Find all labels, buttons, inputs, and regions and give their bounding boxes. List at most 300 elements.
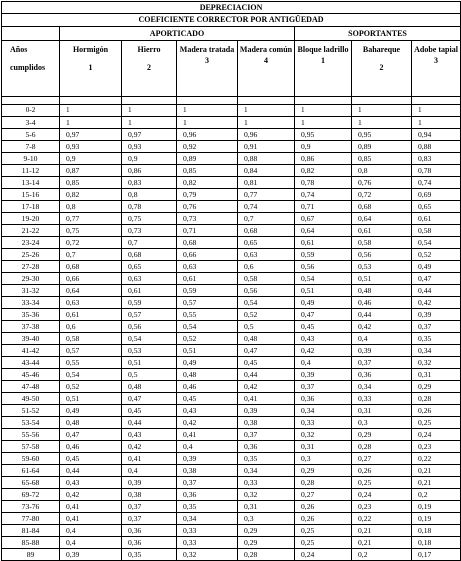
cell-bahareque: 0,48: [352, 285, 412, 297]
cell-madera-tratada: 0,89: [177, 153, 238, 165]
cell-bahareque: 0,34: [352, 381, 412, 393]
cell-bloque-ladrillo: 0,59: [295, 249, 352, 261]
cell-madera-comun: 0,54: [238, 297, 295, 309]
cell-madera-comun: 1: [238, 117, 295, 129]
table-row: [2, 501, 461, 513]
spacer-cell: [2, 97, 60, 105]
cell-bloque-ladrillo: 0,54: [295, 273, 352, 285]
cell-bahareque: 1: [352, 105, 412, 117]
table-row: [2, 273, 461, 285]
table-row: [2, 297, 461, 309]
cell-bloque-ladrillo: 1: [295, 105, 352, 117]
cell-anos-cumplidos: 89: [2, 549, 60, 561]
table-row: [2, 525, 461, 537]
cell-anos-cumplidos: 37-38: [2, 321, 60, 333]
cell-hierro: 0,59: [122, 297, 177, 309]
cell-adobe-tapial: 0,94: [412, 129, 461, 141]
cell-bloque-ladrillo: 0,45: [295, 321, 352, 333]
table-row: [2, 357, 461, 369]
cell-bahareque: 0,28: [352, 441, 412, 453]
cell-hormigon: 0,48: [60, 417, 122, 429]
column-header-anos-label: Años: [10, 45, 28, 54]
cell-hormigon: 0,47: [60, 429, 122, 441]
cell-bloque-ladrillo: 0,49: [295, 297, 352, 309]
cell-bloque-ladrillo: 0,3: [295, 453, 352, 465]
cell-bahareque: 0,44: [352, 309, 412, 321]
cell-anos-cumplidos: 57-58: [2, 441, 60, 453]
cell-madera-tratada: 0,37: [177, 477, 238, 489]
cell-hormigon: 0,66: [60, 273, 122, 285]
cell-adobe-tapial: 0,29: [412, 381, 461, 393]
cell-adobe-tapial: 0,17: [412, 549, 461, 561]
cell-madera-comun: 0,31: [238, 501, 295, 513]
cell-adobe-tapial: 0,21: [412, 465, 461, 477]
cell-madera-tratada: 0,92: [177, 141, 238, 153]
column-header-madera-tratada-number: 3: [205, 56, 209, 65]
cell-adobe-tapial: 0,44: [412, 285, 461, 297]
cell-hierro: 0,36: [122, 537, 177, 549]
cell-anos-cumplidos: 0-2: [2, 105, 60, 117]
column-header-anos-sublabel: cumplidos: [10, 63, 46, 72]
cell-hormigon: 0,61: [60, 309, 122, 321]
cell-hierro: 0,45: [122, 405, 177, 417]
cell-hierro: 0,44: [122, 417, 177, 429]
spacer-cell: [60, 97, 122, 105]
cell-hormigon: 0,39: [60, 549, 122, 561]
cell-madera-comun: 0,36: [238, 441, 295, 453]
cell-madera-comun: 1: [238, 105, 295, 117]
cell-anos-cumplidos: 69-72: [2, 489, 60, 501]
table-row: [2, 513, 461, 525]
cell-hierro: 0,38: [122, 489, 177, 501]
cell-madera-tratada: 0,52: [177, 333, 238, 345]
cell-anos-cumplidos: 19-20: [2, 213, 60, 225]
cell-hierro: 0,73: [122, 225, 177, 237]
cell-madera-comun: 0,65: [238, 237, 295, 249]
cell-anos-cumplidos: 41-42: [2, 345, 60, 357]
table-row: [2, 537, 461, 549]
cell-bloque-ladrillo: 0,74: [295, 189, 352, 201]
cell-hormigon: 0,77: [60, 213, 122, 225]
table-row: [2, 321, 461, 333]
cell-hormigon: 0,72: [60, 237, 122, 249]
table-row: [2, 105, 461, 117]
cell-bloque-ladrillo: 0,56: [295, 261, 352, 273]
cell-madera-tratada: 0,68: [177, 237, 238, 249]
cell-madera-tratada: 0,41: [177, 429, 238, 441]
cell-madera-tratada: 0,73: [177, 213, 238, 225]
cell-hierro: 0,54: [122, 333, 177, 345]
table-row: [2, 129, 461, 141]
cell-hierro: 0,39: [122, 477, 177, 489]
cell-hormigon: 0,75: [60, 225, 122, 237]
table-row: [2, 141, 461, 153]
cell-hormigon: 0,51: [60, 393, 122, 405]
column-header-madera-comun: [238, 41, 295, 97]
table-row: [2, 213, 461, 225]
cell-bahareque: 0,42: [352, 321, 412, 333]
cell-adobe-tapial: 0,42: [412, 297, 461, 309]
cell-anos-cumplidos: 43-44: [2, 357, 60, 369]
cell-madera-tratada: 0,85: [177, 165, 238, 177]
cell-anos-cumplidos: 21-22: [2, 225, 60, 237]
cell-hierro: 0,57: [122, 309, 177, 321]
cell-hierro: 0,65: [122, 261, 177, 273]
cell-madera-comun: 0,81: [238, 177, 295, 189]
cell-bloque-ladrillo: 1: [295, 117, 352, 129]
cell-madera-comun: 0,42: [238, 381, 295, 393]
cell-bloque-ladrillo: 0,25: [295, 525, 352, 537]
column-header-bahareque-number: 2: [379, 63, 384, 72]
cell-anos-cumplidos: 59-60: [2, 453, 60, 465]
cell-madera-comun: 0,7: [238, 213, 295, 225]
column-header-anos: [2, 41, 60, 97]
cell-hierro: 0,36: [122, 525, 177, 537]
header-spacer-row: [2, 97, 461, 105]
cell-hierro: 0,42: [122, 441, 177, 453]
cell-bloque-ladrillo: 0,61: [295, 237, 352, 249]
cell-adobe-tapial: 0,19: [412, 513, 461, 525]
cell-adobe-tapial: 0,2: [412, 489, 461, 501]
table-row: [2, 237, 461, 249]
cell-anos-cumplidos: 23-24: [2, 237, 60, 249]
cell-madera-comun: 0,45: [238, 357, 295, 369]
cell-adobe-tapial: 0,35: [412, 333, 461, 345]
cell-hormigon: 0,4: [60, 537, 122, 549]
table-title: DEPRECIACION: [2, 2, 461, 14]
table-row: [2, 477, 461, 489]
cell-hormigon: 0,82: [60, 189, 122, 201]
cell-hierro: 0,86: [122, 165, 177, 177]
cell-anos-cumplidos: 5-6: [2, 129, 60, 141]
cell-madera-comun: 0,37: [238, 429, 295, 441]
spacer-cell: [122, 97, 177, 105]
cell-madera-comun: 0,56: [238, 285, 295, 297]
cell-adobe-tapial: 0,47: [412, 273, 461, 285]
column-header-adobe-tapial-number: 3: [434, 56, 439, 65]
column-header-madera-comun-label: Madera común: [239, 45, 293, 54]
spacer-cell: [238, 97, 295, 105]
cell-adobe-tapial: 0,26: [412, 405, 461, 417]
cell-anos-cumplidos: 77-80: [2, 513, 60, 525]
table-row: [2, 453, 461, 465]
cell-adobe-tapial: 0,65: [412, 201, 461, 213]
cell-bahareque: 0,51: [352, 273, 412, 285]
cell-hierro: 0,37: [122, 501, 177, 513]
column-header-hormigon: [60, 41, 122, 97]
cell-bloque-ladrillo: 0,26: [295, 501, 352, 513]
cell-hierro: 0,63: [122, 273, 177, 285]
cell-madera-comun: 0,29: [238, 537, 295, 549]
table-row: [2, 417, 461, 429]
cell-bahareque: 0,3: [352, 417, 412, 429]
cell-madera-tratada: 0,4: [177, 441, 238, 453]
cell-bloque-ladrillo: 0,47: [295, 309, 352, 321]
column-header-row: [2, 41, 461, 97]
cell-madera-tratada: 0,33: [177, 525, 238, 537]
cell-anos-cumplidos: 51-52: [2, 405, 60, 417]
cell-adobe-tapial: 0,34: [412, 345, 461, 357]
cell-madera-tratada: 0,45: [177, 393, 238, 405]
column-header-hierro: [122, 41, 177, 97]
table-row: [2, 345, 461, 357]
cell-bahareque: 0,22: [352, 513, 412, 525]
cell-anos-cumplidos: 35-36: [2, 309, 60, 321]
cell-madera-comun: 0,47: [238, 345, 295, 357]
cell-bahareque: 0,26: [352, 465, 412, 477]
cell-hormigon: 0,54: [60, 369, 122, 381]
table-row: [2, 393, 461, 405]
cell-anos-cumplidos: 11-12: [2, 165, 60, 177]
cell-bahareque: 0,46: [352, 297, 412, 309]
cell-bloque-ladrillo: 0,29: [295, 465, 352, 477]
cell-madera-tratada: 0,33: [177, 537, 238, 549]
cell-madera-comun: 0,48: [238, 333, 295, 345]
cell-adobe-tapial: 0,31: [412, 369, 461, 381]
cell-madera-tratada: 0,79: [177, 189, 238, 201]
cell-hormigon: 0,68: [60, 261, 122, 273]
column-header-hierro-label: Hierro: [137, 45, 161, 54]
cell-anos-cumplidos: 81-84: [2, 525, 60, 537]
cell-adobe-tapial: 0,78: [412, 165, 461, 177]
spacer-cell: [295, 97, 352, 105]
cell-bahareque: 0,31: [352, 405, 412, 417]
cell-anos-cumplidos: 45-46: [2, 369, 60, 381]
cell-hierro: 0,7: [122, 237, 177, 249]
cell-anos-cumplidos: 47-48: [2, 381, 60, 393]
cell-hormigon: 0,87: [60, 165, 122, 177]
cell-adobe-tapial: 0,25: [412, 417, 461, 429]
cell-madera-comun: 0,91: [238, 141, 295, 153]
cell-madera-tratada: 0,43: [177, 405, 238, 417]
column-header-bloque-ladrillo: [295, 41, 352, 97]
cell-adobe-tapial: 0,23: [412, 441, 461, 453]
table-row: [2, 201, 461, 213]
cell-bloque-ladrillo: 0,33: [295, 417, 352, 429]
cell-anos-cumplidos: 17-18: [2, 201, 60, 213]
cell-hierro: 1: [122, 117, 177, 129]
cell-hierro: 1: [122, 105, 177, 117]
table-row: [2, 249, 461, 261]
cell-hierro: 0,51: [122, 357, 177, 369]
column-header-adobe-tapial-label: Adobe tapial: [414, 45, 458, 54]
cell-bahareque: 0,64: [352, 213, 412, 225]
cell-anos-cumplidos: 15-16: [2, 189, 60, 201]
cell-bahareque: 0,89: [352, 141, 412, 153]
cell-bloque-ladrillo: 0,78: [295, 177, 352, 189]
cell-madera-tratada: 1: [177, 117, 238, 129]
cell-hierro: 0,43: [122, 429, 177, 441]
cell-hormigon: 0,97: [60, 129, 122, 141]
cell-hormigon: 0,42: [60, 489, 122, 501]
cell-madera-tratada: 0,96: [177, 129, 238, 141]
cell-hormigon: 0,55: [60, 357, 122, 369]
cell-adobe-tapial: 0,49: [412, 261, 461, 273]
cell-hormigon: 0,93: [60, 141, 122, 153]
cell-hormigon: 0,46: [60, 441, 122, 453]
cell-hormigon: 1: [60, 105, 122, 117]
cell-madera-tratada: 0,49: [177, 357, 238, 369]
cell-hierro: 0,93: [122, 141, 177, 153]
table-row: [2, 465, 461, 477]
cell-bahareque: 0,85: [352, 153, 412, 165]
cell-bahareque: 0,72: [352, 189, 412, 201]
cell-madera-tratada: 0,48: [177, 369, 238, 381]
column-header-hierro-number: 2: [147, 63, 151, 72]
column-header-hormigon-number: 1: [88, 63, 93, 72]
column-header-bahareque: [352, 41, 412, 97]
cell-madera-tratada: 0,66: [177, 249, 238, 261]
cell-madera-comun: 0,96: [238, 129, 295, 141]
table-row: [2, 165, 461, 177]
cell-anos-cumplidos: 27-28: [2, 261, 60, 273]
cell-bloque-ladrillo: 0,43: [295, 333, 352, 345]
cell-madera-comun: 0,3: [238, 513, 295, 525]
cell-madera-comun: 0,52: [238, 309, 295, 321]
cell-anos-cumplidos: 65-68: [2, 477, 60, 489]
cell-bahareque: 0,61: [352, 225, 412, 237]
column-header-bloque-ladrillo-number: 1: [321, 56, 325, 65]
cell-bloque-ladrillo: 0,37: [295, 381, 352, 393]
cell-hormigon: 0,41: [60, 513, 122, 525]
cell-madera-comun: 0,44: [238, 369, 295, 381]
cell-madera-comun: 0,63: [238, 249, 295, 261]
cell-hormigon: 0,49: [60, 405, 122, 417]
cell-madera-comun: 0,34: [238, 465, 295, 477]
column-header-hormigon-label: Hormigón: [72, 45, 109, 54]
cell-bloque-ladrillo: 0,34: [295, 405, 352, 417]
cell-anos-cumplidos: 55-56: [2, 429, 60, 441]
cell-hierro: 0,8: [122, 189, 177, 201]
cell-madera-tratada: 0,57: [177, 297, 238, 309]
cell-hormigon: 0,41: [60, 501, 122, 513]
cell-hormigon: 1: [60, 117, 122, 129]
cell-bloque-ladrillo: 0,86: [295, 153, 352, 165]
table-row: [2, 333, 461, 345]
cell-bloque-ladrillo: 0,27: [295, 489, 352, 501]
cell-hierro: 0,37: [122, 513, 177, 525]
cell-bahareque: 0,33: [352, 393, 412, 405]
cell-madera-comun: 0,68: [238, 225, 295, 237]
cell-madera-tratada: 0,61: [177, 273, 238, 285]
cell-hormigon: 0,43: [60, 477, 122, 489]
cell-hierro: 0,9: [122, 153, 177, 165]
table-row: [2, 369, 461, 381]
cell-adobe-tapial: 0,74: [412, 177, 461, 189]
cell-adobe-tapial: 0,58: [412, 225, 461, 237]
cell-adobe-tapial: 1: [412, 105, 461, 117]
cell-madera-tratada: 0,34: [177, 513, 238, 525]
table-row: [2, 177, 461, 189]
cell-anos-cumplidos: 9-10: [2, 153, 60, 165]
group-header-aporticado: APORTICADO: [60, 27, 295, 41]
cell-madera-tratada: 0,54: [177, 321, 238, 333]
column-header-adobe-tapial: [412, 41, 461, 97]
spacer-cell: [177, 97, 238, 105]
cell-bloque-ladrillo: 0,9: [295, 141, 352, 153]
cell-madera-comun: 0,74: [238, 201, 295, 213]
cell-madera-comun: 0,38: [238, 417, 295, 429]
cell-bloque-ladrillo: 0,36: [295, 393, 352, 405]
cell-bahareque: 0,53: [352, 261, 412, 273]
cell-bahareque: 0,39: [352, 345, 412, 357]
cell-anos-cumplidos: 7-8: [2, 141, 60, 153]
cell-hierro: 0,53: [122, 345, 177, 357]
cell-madera-comun: 0,33: [238, 477, 295, 489]
cell-bahareque: 0,68: [352, 201, 412, 213]
cell-bloque-ladrillo: 0,71: [295, 201, 352, 213]
cell-anos-cumplidos: 29-30: [2, 273, 60, 285]
cell-adobe-tapial: 1: [412, 117, 461, 129]
cell-anos-cumplidos: 3-4: [2, 117, 60, 129]
cell-madera-comun: 0,41: [238, 393, 295, 405]
cell-hormigon: 0,85: [60, 177, 122, 189]
group-spacer-cell: [2, 27, 60, 41]
cell-adobe-tapial: 0,19: [412, 501, 461, 513]
cell-bloque-ladrillo: 0,32: [295, 429, 352, 441]
cell-bahareque: 0,36: [352, 369, 412, 381]
cell-adobe-tapial: 0,39: [412, 309, 461, 321]
table-row: [2, 153, 461, 165]
cell-adobe-tapial: 0,21: [412, 477, 461, 489]
column-header-madera-comun-number: 4: [264, 56, 268, 65]
cell-anos-cumplidos: 39-40: [2, 333, 60, 345]
cell-hormigon: 0,45: [60, 453, 122, 465]
table-row: [2, 441, 461, 453]
cell-anos-cumplidos: 73-76: [2, 501, 60, 513]
cell-bahareque: 0,27: [352, 453, 412, 465]
table-row: [2, 285, 461, 297]
cell-hormigon: 0,7: [60, 249, 122, 261]
cell-madera-comun: 0,88: [238, 153, 295, 165]
cell-hierro: 0,75: [122, 213, 177, 225]
cell-bahareque: 0,95: [352, 129, 412, 141]
subtitle-row: [2, 14, 461, 27]
cell-madera-tratada: 1: [177, 105, 238, 117]
cell-hormigon: 0,57: [60, 345, 122, 357]
cell-madera-tratada: 0,55: [177, 309, 238, 321]
cell-madera-tratada: 0,51: [177, 345, 238, 357]
cell-anos-cumplidos: 49-50: [2, 393, 60, 405]
cell-hierro: 0,68: [122, 249, 177, 261]
cell-adobe-tapial: 0,54: [412, 237, 461, 249]
cell-adobe-tapial: 0,18: [412, 525, 461, 537]
cell-bloque-ladrillo: 0,67: [295, 213, 352, 225]
cell-hierro: 0,47: [122, 393, 177, 405]
cell-hierro: 0,5: [122, 369, 177, 381]
cell-madera-comun: 0,29: [238, 525, 295, 537]
cell-adobe-tapial: 0,32: [412, 357, 461, 369]
table-row: [2, 309, 461, 321]
cell-bahareque: 0,25: [352, 477, 412, 489]
cell-adobe-tapial: 0,69: [412, 189, 461, 201]
cell-madera-comun: 0,35: [238, 453, 295, 465]
cell-anos-cumplidos: 31-32: [2, 285, 60, 297]
cell-adobe-tapial: 0,28: [412, 393, 461, 405]
table-row: [2, 117, 461, 129]
cell-bloque-ladrillo: 0,51: [295, 285, 352, 297]
cell-hierro: 0,83: [122, 177, 177, 189]
cell-bloque-ladrillo: 0,4: [295, 357, 352, 369]
title-row: [2, 2, 461, 14]
cell-bahareque: 0,21: [352, 525, 412, 537]
cell-bloque-ladrillo: 0,26: [295, 513, 352, 525]
cell-adobe-tapial: 0,83: [412, 153, 461, 165]
cell-hormigon: 0,8: [60, 201, 122, 213]
cell-bloque-ladrillo: 0,24: [295, 549, 352, 561]
table-row: [2, 189, 461, 201]
cell-bahareque: 0,24: [352, 489, 412, 501]
